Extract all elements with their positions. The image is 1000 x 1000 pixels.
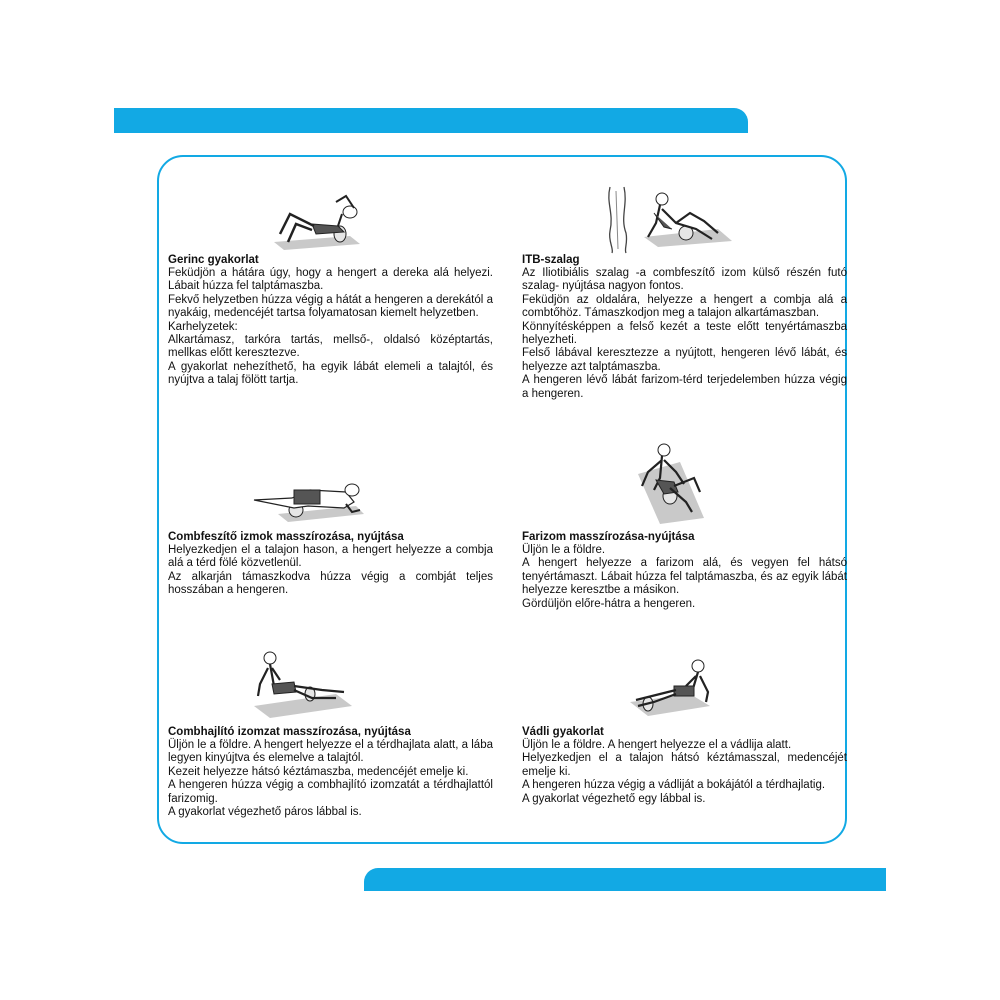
exercise-title: Vádli gyakorlat [522, 726, 604, 738]
exercise-quadriceps [168, 530, 493, 598]
exercise-paragraph: Helyezkedjen el a talajon hason, a hengert helyezze a combja alá a térd fölé közvetlenül. [168, 544, 493, 570]
hamstring-exercise-illustration [252, 650, 356, 718]
exercise-spine [168, 253, 493, 388]
exercise-paragraph: Feküdjön az oldalára, helyezze a hengert a combja alá a combtőhöz. Támaszkodjon meg a talajon alkartámaszban. [522, 293, 847, 320]
exercise-paragraph: A gyakorlat végezhető egy lábbal is. [522, 792, 706, 805]
exercise-title: Combhajlító izomzat masszírozása, nyújtása [168, 726, 411, 738]
exercise-paragraph: A hengeren lévő lábát farizom-térd terjedelemben húzza végig a hengeren. [522, 374, 847, 400]
exercise-paragraph: A gyakorlat nehezíthető, ha egyik lábát elemeli a talajtól, és nyújtva a talaj fölött tartja. [168, 360, 493, 387]
exercise-paragraph: A gyakorlat végezhető páros lábbal is. [168, 806, 362, 819]
exercise-paragraph: Feküdjön a hátára úgy, hogy a hengert a dereka alá helyezi. Lábait húzza fel talptámaszba. [168, 267, 493, 293]
exercise-paragraph: Az alkarján támaszkodva húzza végig a combját teljes hosszában a hengeren. [168, 570, 493, 597]
bottom-accent-bar [364, 868, 886, 891]
exercise-title: Gerinc gyakorlat [168, 254, 259, 266]
exercise-paragraph: A hengeren húzza végig a combhajlító izomzatát a térdhajlattól farizomig. [168, 779, 493, 805]
top-accent-bar [114, 108, 748, 133]
quadriceps-exercise-illustration [248, 474, 366, 524]
exercise-gluteus [522, 530, 847, 611]
exercise-hamstring [168, 725, 493, 819]
exercise-paragraph: Gördüljön előre-hátra a hengeren. [522, 597, 696, 610]
exercise-title: Farizom masszírozása-nyújtása [522, 531, 695, 543]
exercise-paragraph: Üljön le a földre. [522, 544, 606, 556]
exercise-itb [522, 253, 847, 401]
exercise-paragraph: A hengert helyezze a farizom alá, és vegyen fel hátsó tenyértámaszt. Lábait húzza fel talptámaszba, és az egyik lábát helyezze keresztbe a másikon. [522, 557, 847, 597]
exercise-paragraph: Karhelyzetek: [168, 320, 238, 333]
exercise-title: ITB-szalag [522, 254, 580, 266]
exercise-paragraph: Az Iliotibiális szalag -a combfeszítő izom külső részén futó szalag- nyújtása nagyon fontos. [522, 267, 847, 293]
exercise-paragraph: Üljön le a földre. A hengert helyezze el a vádlija alatt. [522, 739, 792, 751]
spine-exercise-illustration [268, 184, 368, 250]
gluteus-exercise-illustration [634, 442, 714, 524]
calf-exercise-illustration [628, 658, 712, 718]
exercise-paragraph: A hengeren húzza végig a vádliját a bokájától a térdhajlatig. [522, 779, 826, 792]
exercise-paragraph: Üljön le a földre. A hengert helyezze el a térdhajlata alatt, a lába legyen kinyújtva és elemelve a talajtól. [168, 739, 493, 765]
exercise-title: Combfeszítő izmok masszírozása, nyújtása [168, 531, 404, 543]
exercise-paragraph: Helyezkedjen el a talajon hátsó kéztámasszal, medencéjét emelje ki. [522, 752, 847, 778]
exercise-paragraph: Alkartámasz, tarkóra tartás, mellső-, oldalsó középtartás, mellkas előtt keresztezve. [168, 334, 493, 360]
exercise-calf [522, 725, 847, 806]
exercise-paragraph: Könnyítésképpen a felső kezét a teste előtt tenyértámaszba helyezheti. [522, 320, 847, 347]
exercise-paragraph: Kezeit helyezze hátsó kéztámaszba, medencéjét emelje ki. [168, 765, 469, 778]
itb-band-illustration [600, 183, 745, 255]
exercise-paragraph: Fekvő helyzetben húzza végig a hátát a hengeren a derekától a nyakáig, medencéjét tartsa folyamatosan kiemelt helyzetben. [168, 293, 493, 320]
exercise-paragraph: Felső lábával keresztezze a nyújtott, hengeren lévő lábát, és helyezze azt talptámaszba. [522, 347, 847, 373]
